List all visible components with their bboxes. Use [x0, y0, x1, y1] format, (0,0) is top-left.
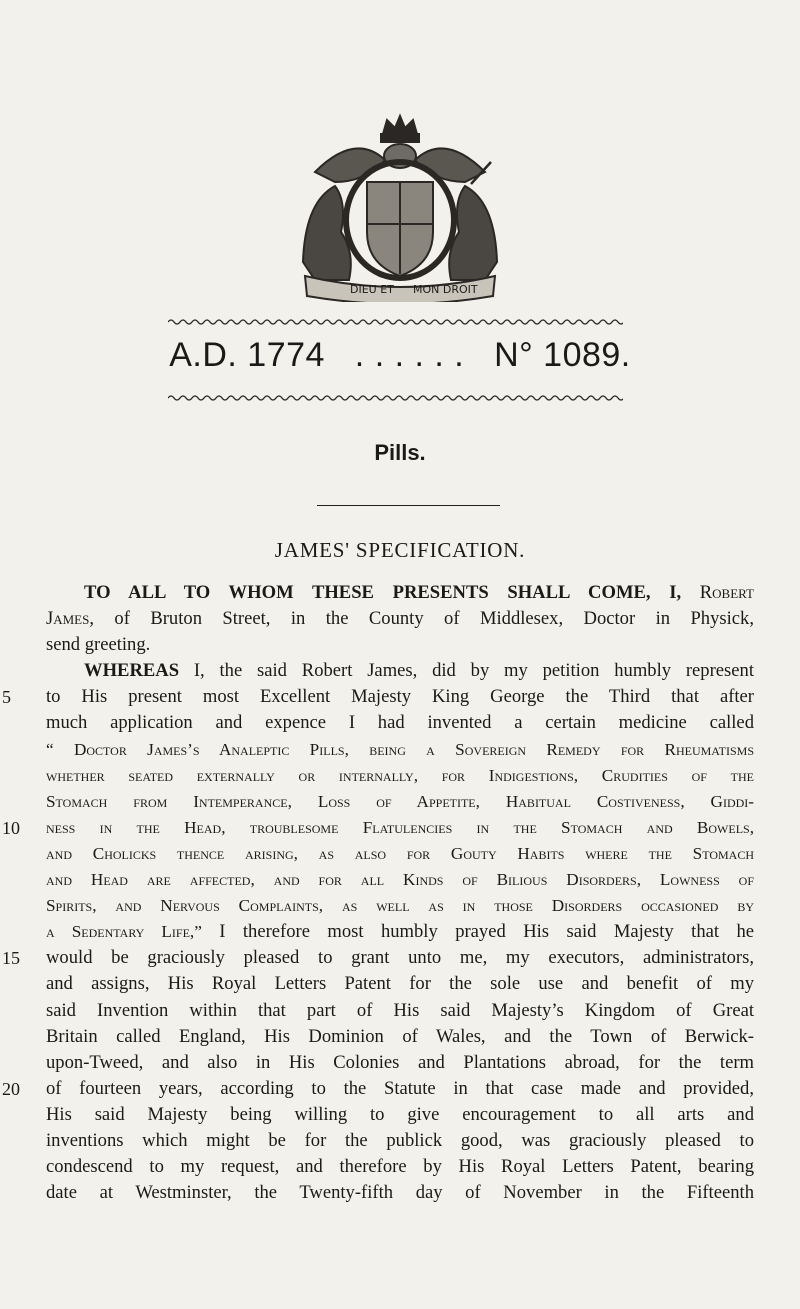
text-line: 10 ness in the Head, troublesome Flatulencies in the Stomach and Bowels, [46, 815, 754, 841]
wavy-rule-bottom [168, 394, 623, 402]
text-line: send greeting. [46, 634, 151, 656]
text-line: Stomach from Intemperance, Loss of Appetite, Habitual Costiveness, Giddi- [46, 791, 754, 811]
motto-right: MON DROIT [413, 283, 478, 296]
text-line: 5 to His present most Excellent Majesty King George the Third that after [46, 684, 754, 710]
text-line: Spirits, and Nervous Complaints, as well as in those Disorders occasioned by [46, 896, 754, 916]
line-number: 10 [2, 817, 20, 838]
text-line: date at Westminster, the Twenty-fifth day of November in the Fifteenth [46, 1182, 754, 1204]
divider [317, 505, 500, 506]
dot-leader: . . . . . . [354, 336, 465, 374]
year: A.D. 1774 [169, 336, 325, 374]
text-line: much application and expence I had invented a certain medicine called [46, 712, 754, 734]
specification-title: JAMES' SPECIFICATION. [274, 538, 526, 562]
subject-heading: Pills. [374, 440, 426, 465]
text-line: 20 of fourteen years, according to the Statute in that case made and provided, [46, 1076, 754, 1102]
text-line: whether seated externally or internally, for Indigestions, Crudities of the [46, 765, 754, 785]
motto-left: DIEU ET [350, 283, 394, 296]
specification-body [2, 580, 755, 1206]
text-line: and Head are affected, and for all Kinds of Bilious Disorders, Lowness of [46, 870, 754, 890]
text-line: 15 would be graciously pleased to grant unto me, my executors, administrators, [46, 945, 754, 971]
text-line: condescend to my request, and therefore by His Royal Letters Patent, bearing [46, 1156, 754, 1178]
text-line: James, of Bruton Street, in the County of Middlesex, Doctor in Physick, [46, 608, 754, 630]
wavy-rule-top [168, 318, 623, 326]
line-number: 15 [2, 948, 20, 969]
text-line: WHEREAS I, the said Robert James, did by my petition humbly represent [84, 660, 754, 682]
text-line: upon-Tweed, and also in His Colonies and Plantations abroad, for the term [46, 1051, 754, 1073]
text-line: said Invention within that part of His said Majesty’s Kingdom of Great [46, 999, 754, 1021]
text-line: TO ALL TO WHOM THESE PRESENTS SHALL COME, I, Robert [84, 582, 754, 603]
line-number: 20 [2, 1078, 20, 1099]
text-line: and Cholicks thence arising, as also for Gouty Habits where the Stomach [46, 843, 754, 863]
document-header [0, 336, 800, 375]
text-line: a Sedentary Life,” I therefore most humbly prayed His said Majesty that he [46, 921, 755, 943]
royal-coat-of-arms-icon [295, 112, 505, 302]
text-line: His said Majesty being willing to give encouragement to all arts and [46, 1103, 754, 1125]
text-line: “ Doctor James’s Analeptic Pills, being a Sovereign Remedy for Rheumatisms [46, 739, 754, 759]
patent-number: N° 1089. [494, 336, 631, 374]
line-number: 5 [2, 687, 11, 708]
text-line: Britain called England, His Dominion of Wales, and the Town of Berwick- [46, 1025, 754, 1047]
text-line: and assigns, His Royal Letters Patent for the sole use and benefit of my [46, 973, 754, 995]
text-line: inventions which might be for the publick good, was graciously pleased to [46, 1129, 754, 1151]
